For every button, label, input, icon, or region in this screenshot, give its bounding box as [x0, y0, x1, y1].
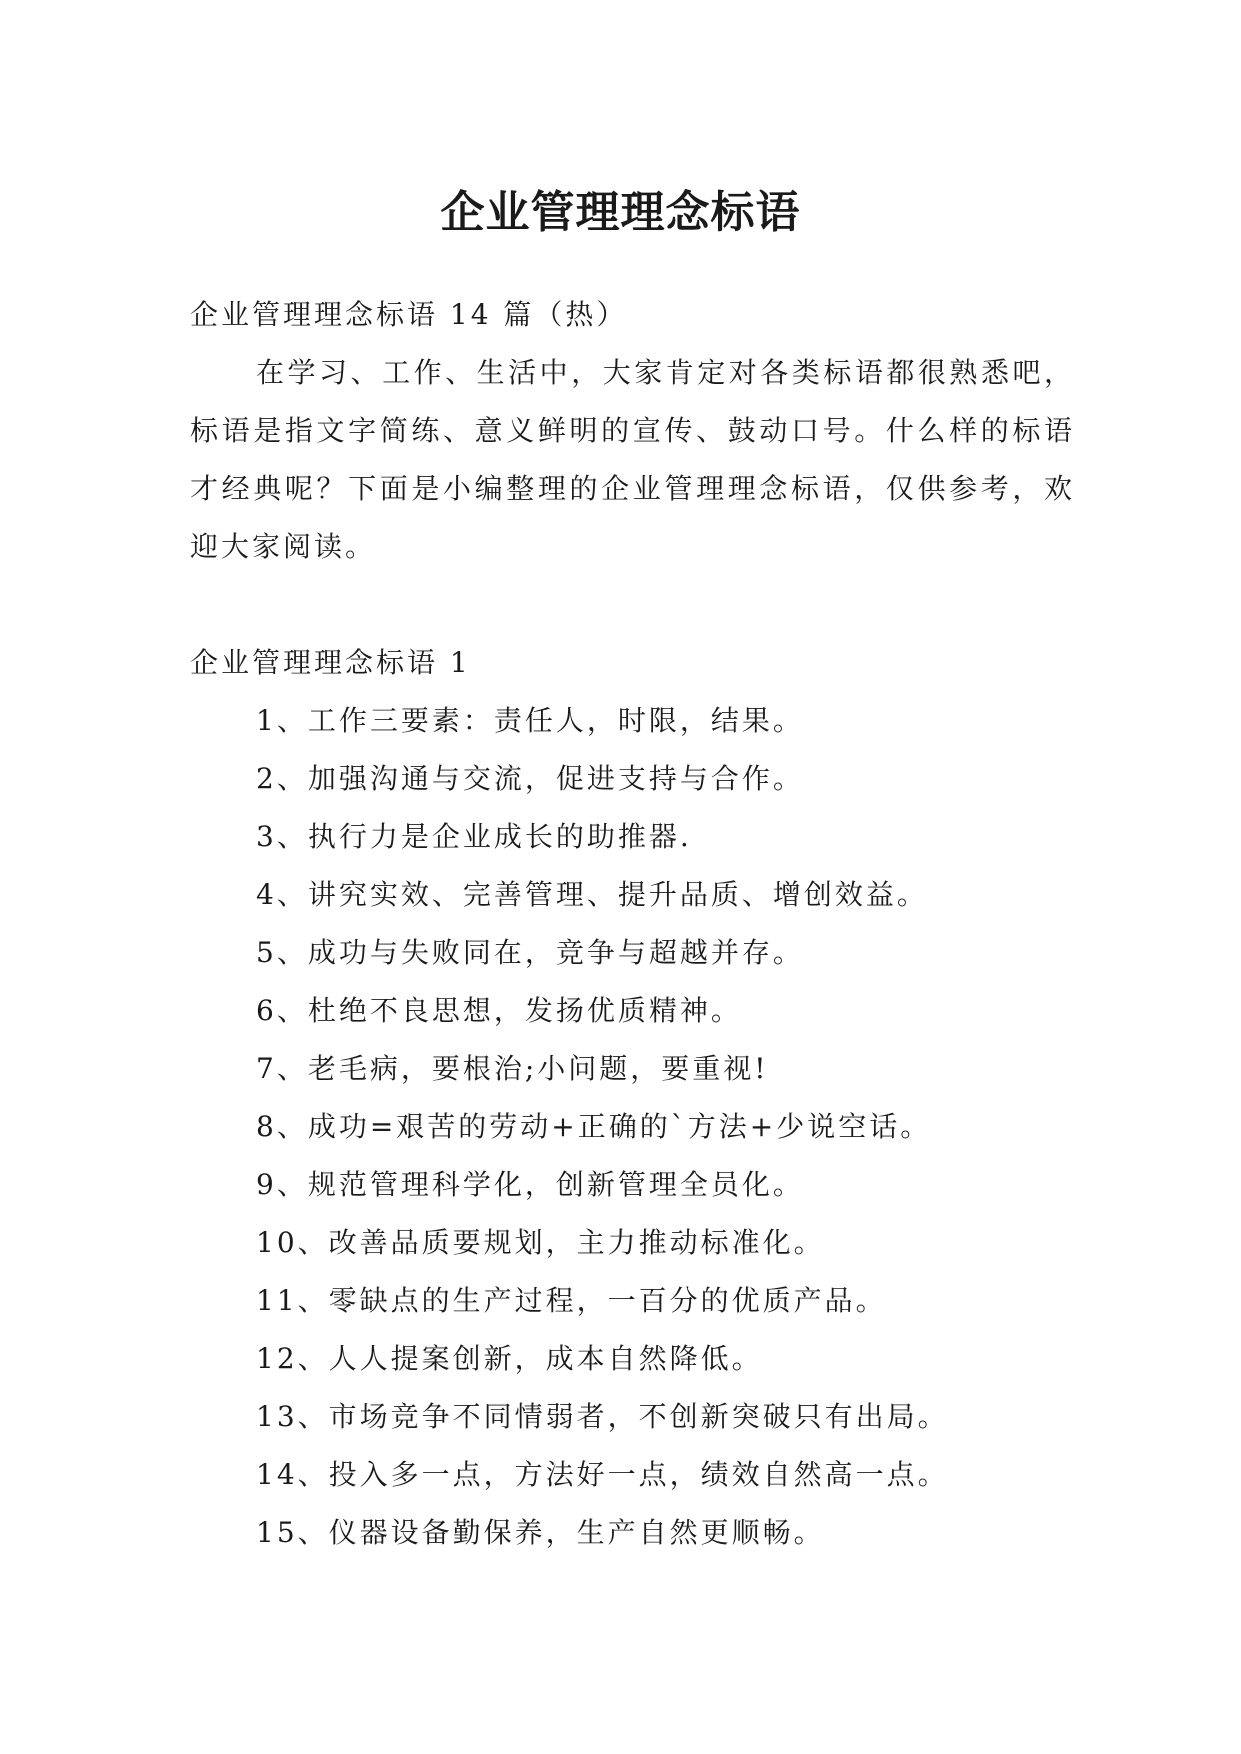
slogan-item: 10、改善品质要规划，主力推动标准化。 [256, 1226, 825, 1259]
document-body [190, 286, 1075, 1562]
slogan-item: 7、老毛病，要根治;小问题，要重视! [256, 1052, 769, 1085]
slogan-item: 14、投入多一点，方法好一点，绩效自然高一点。 [256, 1458, 949, 1491]
document-title: 企业管理理念标语 [440, 187, 801, 239]
slogan-item: 6、杜绝不良思想，发扬优质精神。 [256, 994, 742, 1027]
slogan-item: 4、讲究实效、完善管理、提升品质、增创效益。 [256, 878, 928, 911]
intro-paragraph: 在学习、工作、生活中，大家肯定对各类标语都很熟悉吧，标语是指文字简练、意义鲜明的宣传、鼓动口号。什么样的标语才经典呢？下面是小编整理的企业管理理念标语，仅供参考，欢迎大家阅读。 [190, 356, 1075, 563]
slogan-item: 15、仪器设备勤保养，生产自然更顺畅。 [256, 1516, 825, 1549]
section-heading: 企业管理理念标语 1 [190, 646, 471, 679]
slogan-item: 13、市场竞争不同情弱者，不创新突破只有出局。 [256, 1400, 949, 1433]
slogan-item: 5、成功与失败同在，竞争与超越并存。 [256, 936, 804, 969]
slogan-item: 9、规范管理科学化，创新管理全员化。 [256, 1168, 804, 1201]
slogan-item: 1、工作三要素：责任人，时限，结果。 [256, 704, 804, 737]
document-subtitle: 企业管理理念标语 14 篇（热） [190, 298, 628, 331]
slogan-item: 2、加强沟通与交流，促进支持与合作。 [256, 762, 804, 795]
slogan-list [190, 692, 1075, 1562]
slogan-item: 12、人人提案创新，成本自然降低。 [256, 1342, 763, 1375]
slogan-item: 11、零缺点的生产过程，一百分的优质产品。 [256, 1284, 887, 1317]
slogan-item: 8、成功=艰苦的劳动+正确的`方法+少说空话。 [256, 1110, 932, 1143]
slogan-item: 3、执行力是企业成长的助推器. [256, 820, 692, 853]
